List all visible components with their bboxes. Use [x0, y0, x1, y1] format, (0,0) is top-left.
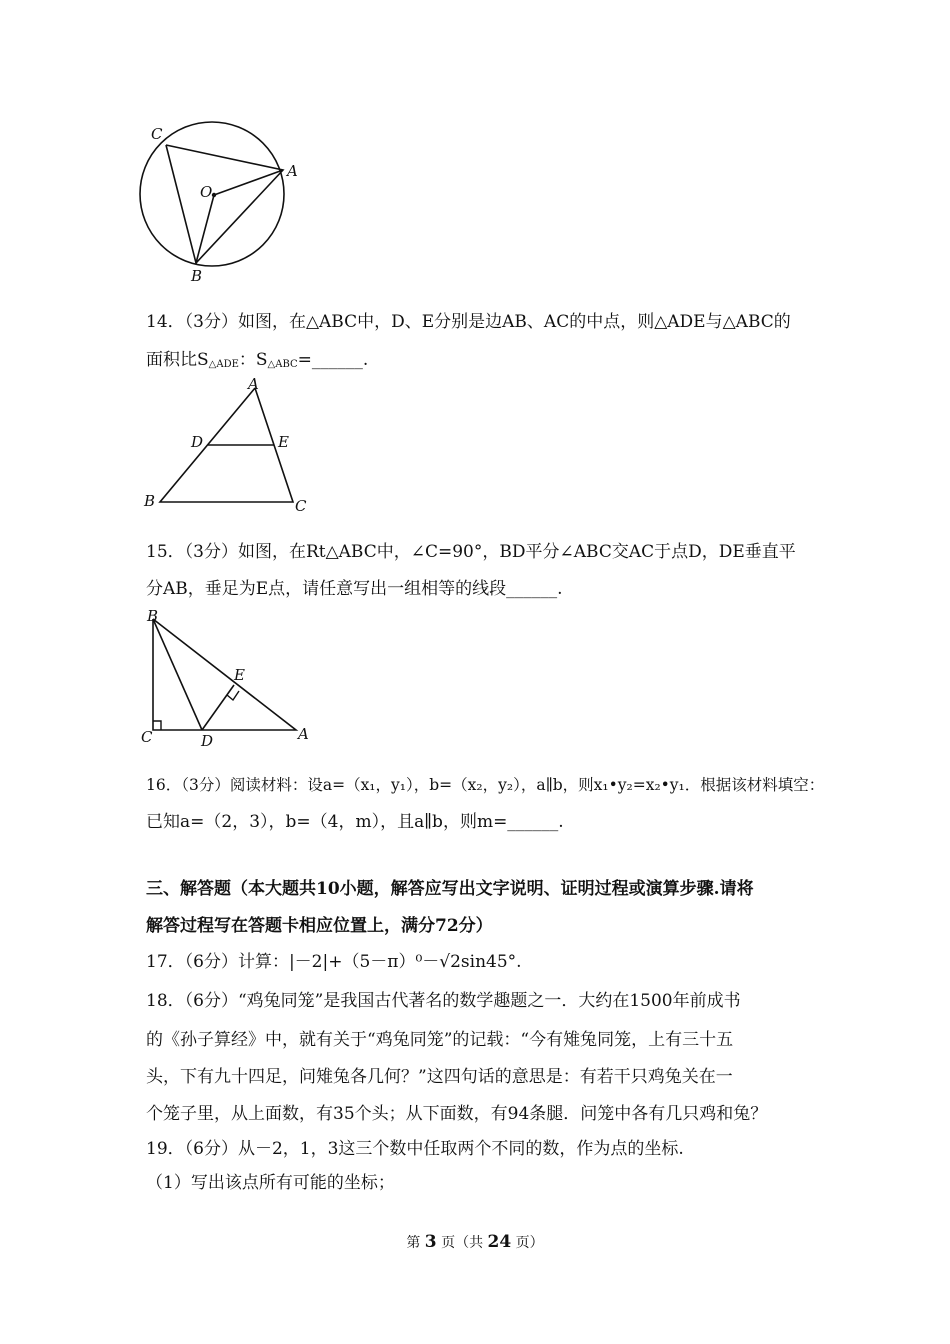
q19-line2: （1）写出该点所有可能的坐标；	[146, 1173, 395, 1193]
label-a: A	[248, 376, 259, 393]
q14-line2	[146, 349, 368, 376]
label-b: B	[191, 267, 203, 285]
triangle-cab	[166, 145, 283, 263]
q18-line4: 个笼子里，从上面数，有35个头；从下面数，有94条腿．问笼中各有几只鸡和兔？	[146, 1104, 768, 1124]
footer-total-pages: 24	[487, 1232, 512, 1252]
q14-line1: 14．（3分）如图，在△ABC中，D、E分别是边AB、AC的中点，则△ADE与△ABC的	[146, 312, 791, 332]
label-c: C	[141, 728, 153, 746]
q16-line2: 已知a=（2，3），b=（4，m），且a∥b，则m=______.	[146, 812, 564, 832]
label-b: B	[147, 607, 159, 625]
footer-mid: 页（共	[441, 1235, 484, 1251]
q18-line3: 头，下有九十四足，问雉兔各几何？”这四句话的意思是：有若干只鸡兔关在一	[146, 1067, 733, 1087]
label-d: D	[191, 433, 204, 451]
center-point	[212, 193, 216, 197]
section3-heading-line1: 三、解答题（本大题共10小题，解答应写出文字说明、证明过程或演算步骤.请将	[146, 879, 754, 899]
label-c: C	[295, 497, 307, 515]
q15-line2: 分AB，垂足为E点，请任意写出一组相等的线段______.	[146, 579, 563, 599]
q14-line2-pre: 面积比S	[146, 350, 209, 370]
bisector-bd	[153, 619, 202, 730]
q16-line1: 16．（3分）阅读材料：设a=（x₁，y₁），b=（x₂，y₂），a∥b，则x₁•y₂=x₂•y₁．根据该材料填空：	[146, 776, 825, 794]
right-angle-c	[153, 721, 161, 730]
page-footer	[0, 1232, 950, 1252]
segment-oa	[214, 170, 283, 195]
footer-post: 页）	[515, 1235, 544, 1251]
label-e: E	[278, 433, 289, 451]
q14-sub-ade: △ADE	[208, 359, 239, 370]
q18-line1: 18．（6分）“鸡兔同笼”是我国古代著名的数学趣题之一．大约在1500年前成书	[146, 991, 741, 1011]
section3-heading-line2: 解答过程写在答题卡相应位置上，满分72分）	[146, 916, 493, 936]
label-c: C	[151, 125, 163, 143]
triangle-bca	[153, 619, 296, 730]
label-a: A	[298, 725, 309, 743]
q19-line1: 19．（6分）从－2，1，3这三个数中任取两个不同的数，作为点的坐标.	[146, 1139, 684, 1159]
figure-triangle-ade	[140, 376, 320, 516]
q17-text: 17．（6分）计算：|－2|+（5－π）⁰－√2sin45°.	[146, 952, 522, 972]
perpendicular-de	[202, 685, 234, 730]
figure-circle-oabc	[136, 118, 316, 288]
footer-pre: 第	[406, 1235, 421, 1251]
label-d: D	[201, 732, 214, 750]
label-e: E	[234, 666, 245, 684]
q14-sub-abc: △ABC	[267, 359, 298, 370]
q18-line2: 的《孙子算经》中，就有关于“鸡兔同笼”的记载：“今有雉兔同笼，上有三十五	[146, 1030, 734, 1050]
q14-line2-post: =______.	[297, 350, 369, 370]
q15-line1: 15．（3分）如图，在Rt△ABC中，∠C=90°，BD平分∠ABC交AC于点D，DE垂直平	[146, 542, 796, 562]
figure-right-triangle	[138, 606, 318, 751]
label-a: A	[287, 162, 298, 180]
label-o: O	[200, 183, 213, 201]
footer-page-number: 3	[424, 1232, 437, 1252]
label-b: B	[144, 492, 156, 510]
q14-mid: ：S	[238, 350, 268, 370]
